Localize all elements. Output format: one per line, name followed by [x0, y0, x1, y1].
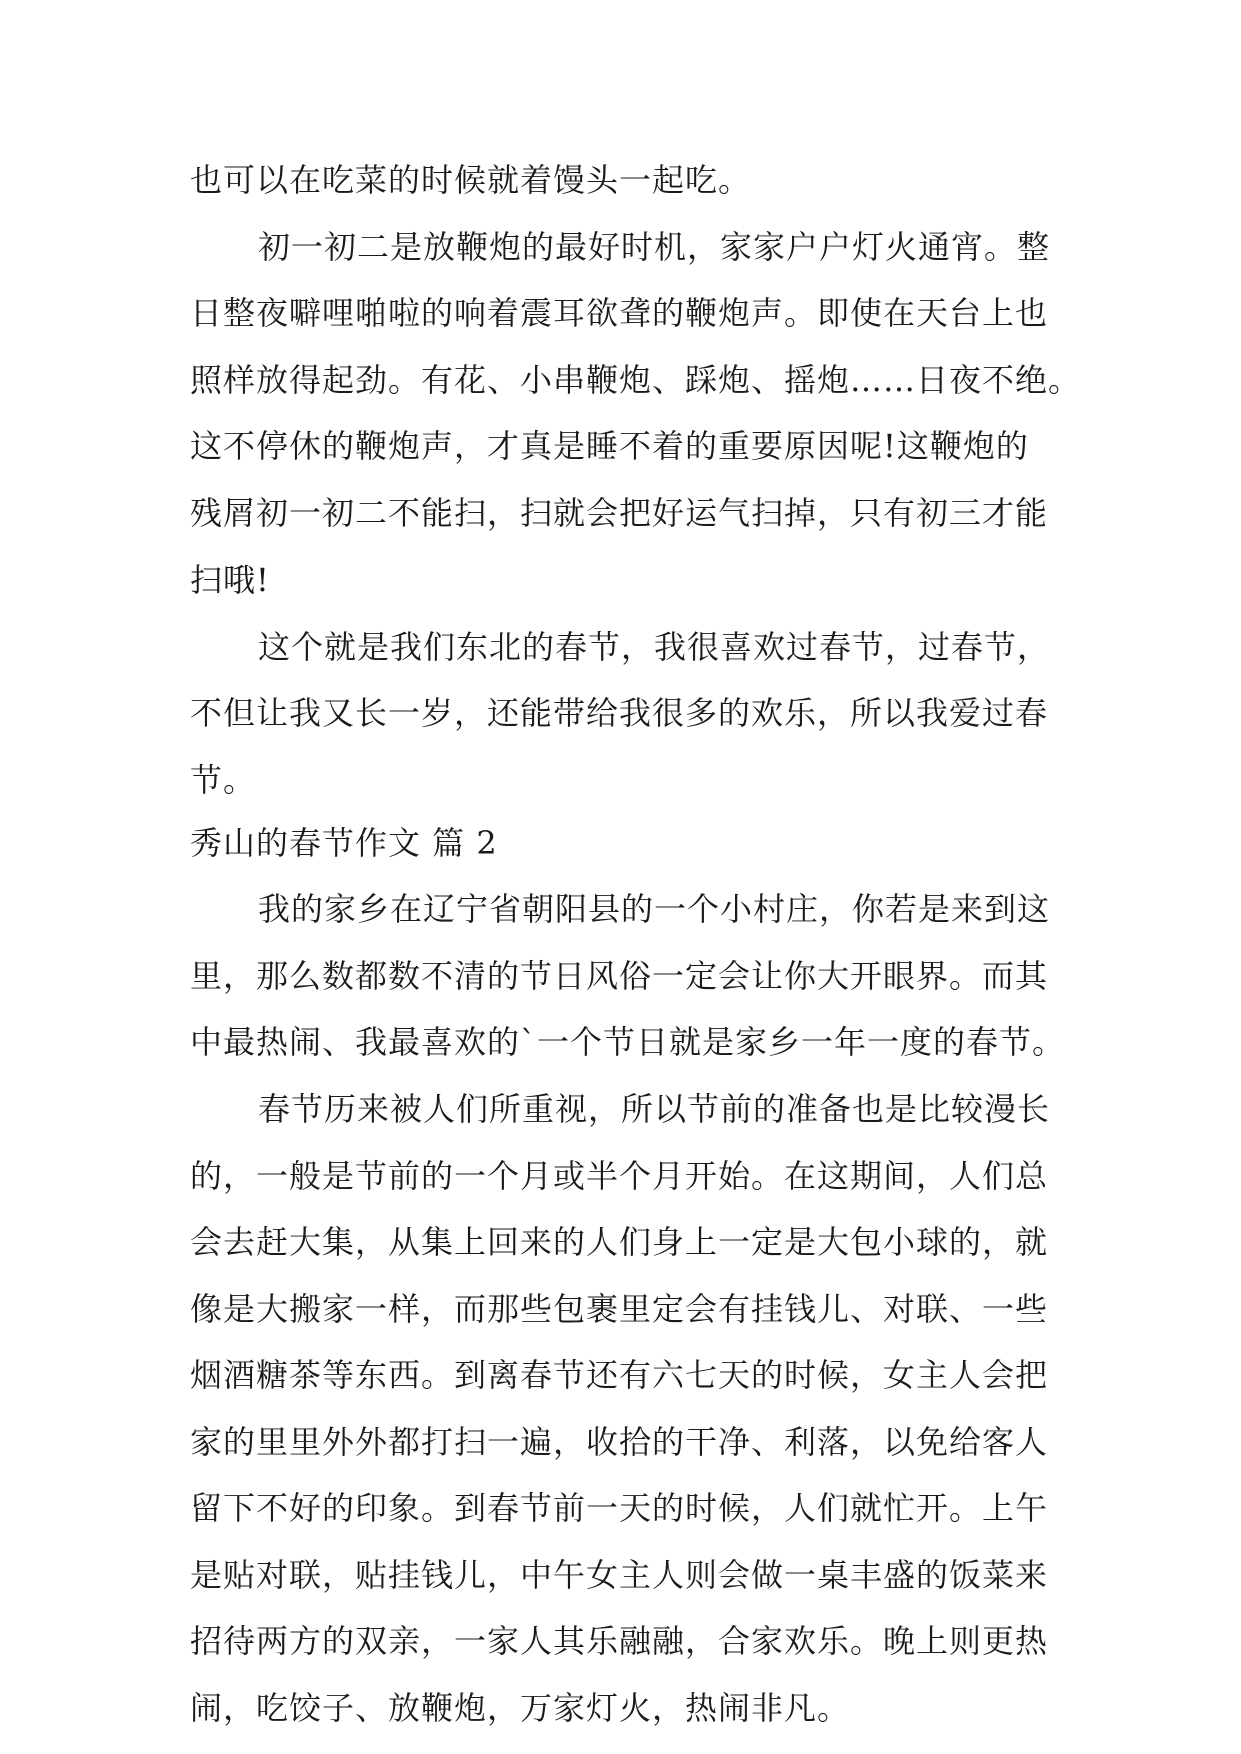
text-line: 也可以在吃菜的时候就着馒头一起吃。 — [190, 161, 752, 199]
text-line: 留下不好的印象。到春节前一天的时候，人们就忙开。上午 — [190, 1489, 1049, 1527]
text-line: 招待两方的双亲，一家人其乐融融，合家欢乐。晚上则更热 — [190, 1622, 1049, 1660]
text-line: 初一初二是放鞭炮的最好时机，家家户户灯火通宵。整 — [258, 228, 1051, 266]
text-line: 不但让我又长一岁，还能带给我很多的欢乐，所以我爱过春 — [190, 694, 1049, 732]
text-line: 扫哦! — [190, 561, 270, 599]
text-line: 中最热闹、我最喜欢的`一个节日就是家乡一年一度的春节。 — [190, 1023, 1066, 1061]
text-line: 我的家乡在辽宁省朝阳县的一个小村庄，你若是来到这 — [258, 890, 1051, 928]
text-line: 的，一般是节前的一个月或半个月开始。在这期间，人们总 — [190, 1157, 1049, 1195]
text-line: 里，那么数都数不清的节日风俗一定会让你大开眼界。而其 — [190, 957, 1049, 995]
text-line: 家的里里外外都打扫一遍，收拾的干净、利落，以免给客人 — [190, 1423, 1049, 1461]
text-line: 照样放得起劲。有花、小串鞭炮、踩炮、摇炮……日夜不绝。 — [190, 361, 1082, 399]
text-line: 闹，吃饺子、放鞭炮，万家灯火，热闹非凡。 — [190, 1689, 851, 1727]
text-line: 春节历来被人们所重视，所以节前的准备也是比较漫长 — [258, 1090, 1051, 1128]
text-line: 这个就是我们东北的春节，我很喜欢过春节，过春节， — [258, 628, 1051, 666]
text-line: 是贴对联，贴挂钱儿，中午女主人则会做一桌丰盛的饭菜来 — [190, 1556, 1049, 1594]
text-line: 日整夜噼哩啪啦的响着震耳欲聋的鞭炮声。即使在天台上也 — [190, 294, 1049, 332]
text-line: 烟酒糖茶等东西。到离春节还有六七天的时候，女主人会把 — [190, 1356, 1049, 1394]
section-heading: 秀山的春节作文 篇 2 — [190, 824, 498, 862]
text-line: 这不停休的鞭炮声，才真是睡不着的重要原因呢!这鞭炮的 — [190, 427, 1029, 465]
text-line: 像是大搬家一样，而那些包裹里定会有挂钱儿、对联、一些 — [190, 1290, 1049, 1328]
text-line: 节。 — [190, 761, 257, 799]
text-line: 会去赶大集，从集上回来的人们身上一定是大包小球的，就 — [190, 1223, 1049, 1261]
text-line: 残屑初一初二不能扫，扫就会把好运气扫掉，只有初三才能 — [190, 494, 1049, 532]
